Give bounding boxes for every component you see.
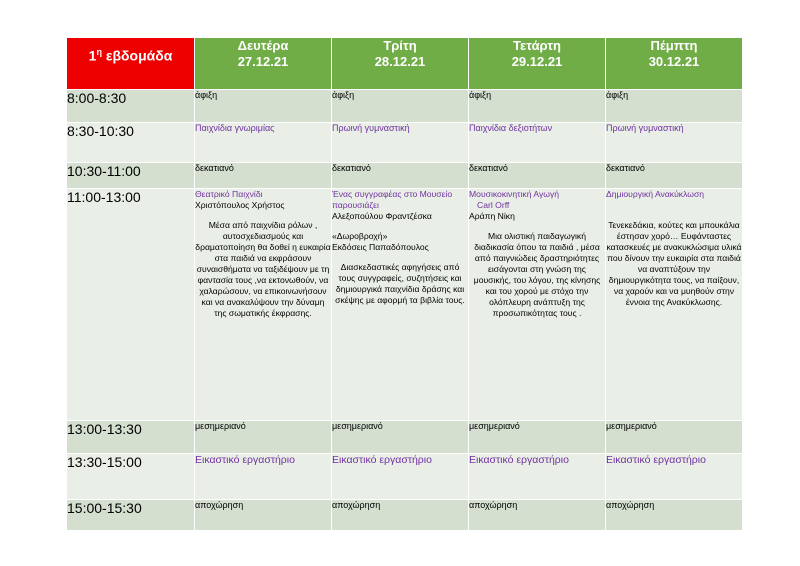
day-name: Πέμπτη bbox=[650, 38, 698, 53]
table-row bbox=[67, 123, 743, 163]
schedule-cell: άφιξη bbox=[332, 90, 469, 123]
time-slot: 13:00-13:30 bbox=[67, 421, 195, 454]
table-row bbox=[67, 421, 743, 454]
schedule-cell: Πρωινή γυμναστική bbox=[332, 123, 469, 163]
schedule-cell: Εικαστικό εργαστήριο bbox=[469, 454, 606, 500]
schedule-cell: μεσημεριανό bbox=[469, 421, 606, 454]
day-header-wednesday bbox=[469, 38, 606, 90]
activity-person: Χριστόπουλος Χρήστος bbox=[195, 200, 285, 210]
day-header-tuesday bbox=[332, 38, 469, 90]
activity-title: Μουσικοκινητική Αγωγή bbox=[469, 189, 560, 199]
day-date: 28.12.21 bbox=[374, 54, 426, 69]
activity-subtitle: Carl Orff bbox=[477, 200, 510, 210]
activity-cell-tuesday bbox=[332, 189, 469, 421]
day-date: 27.12.21 bbox=[237, 54, 289, 69]
schedule-cell: δεκατιανό bbox=[332, 163, 469, 189]
schedule-cell: Παιχνίδια δεξιοτήτων bbox=[469, 123, 606, 163]
time-slot: 11:00-13:00 bbox=[67, 189, 195, 421]
time-slot: 8:30-10:30 bbox=[67, 123, 195, 163]
schedule-cell: αποχώρηση bbox=[332, 500, 469, 531]
day-header-monday bbox=[195, 38, 332, 90]
activity-cell-thursday bbox=[606, 189, 743, 421]
schedule-cell: μεσημεριανό bbox=[606, 421, 743, 454]
table-row bbox=[67, 189, 743, 421]
schedule-cell: αποχώρηση bbox=[469, 500, 606, 531]
time-slot: 10:30-11:00 bbox=[67, 163, 195, 189]
schedule-cell: Εικαστικό εργαστήριο bbox=[195, 454, 332, 500]
schedule-cell: άφιξη bbox=[469, 90, 606, 123]
week-number: 1 bbox=[88, 47, 97, 64]
schedule-cell: αποχώρηση bbox=[195, 500, 332, 531]
activity-cell-monday bbox=[195, 189, 332, 421]
book-title: «Δωροβροχή» bbox=[332, 231, 388, 241]
day-name: Τετάρτη bbox=[512, 38, 561, 53]
week-header bbox=[67, 38, 195, 90]
table-row bbox=[67, 90, 743, 123]
activity-description: Διασκεδαστικές αφηγήσεις από τους συγγραφείς, συζητήσεις και δημιουργικά παιχνίδια δράσης και σκέψης με αφορμή τα βιβλία τους. bbox=[335, 262, 465, 305]
schedule-cell: Πρωινή γυμναστική bbox=[606, 123, 743, 163]
week-superscript: η bbox=[96, 47, 102, 57]
header-row bbox=[67, 38, 743, 90]
table-row bbox=[67, 454, 743, 500]
week-label: εβδομάδα bbox=[105, 47, 173, 64]
schedule-cell: αποχώρηση bbox=[606, 500, 743, 531]
schedule-cell: μεσημεριανό bbox=[195, 421, 332, 454]
schedule-cell: άφιξη bbox=[606, 90, 743, 123]
schedule-cell: μεσημεριανό bbox=[332, 421, 469, 454]
day-date: 30.12.21 bbox=[648, 54, 700, 69]
day-header-thursday bbox=[606, 38, 743, 90]
activity-title: Θεατρικό Παιχνίδι bbox=[195, 189, 263, 199]
activity-description: Τενεκεδάκια, κούτες και μπουκάλια έστησαν χορό… Ευφάνταστες κατασκευές με ανακυκλώσιμα υλικά που δίνουν την ευκαιρία στα παιδιά να αναπτύξουν την δημιουργικότητα τους, να παίξουν, να χαρούν και να μυηθούν στην έννοια της Ανακύκλωσης. bbox=[606, 220, 742, 307]
activity-cell-wednesday bbox=[469, 189, 606, 421]
schedule-cell: άφιξη bbox=[195, 90, 332, 123]
schedule-cell: δεκατιανό bbox=[606, 163, 743, 189]
table-row bbox=[67, 163, 743, 189]
schedule-cell: Εικαστικό εργαστήριο bbox=[332, 454, 469, 500]
weekly-schedule-table bbox=[66, 37, 743, 531]
day-name: Δευτέρα bbox=[237, 38, 289, 53]
time-slot: 13:30-15:00 bbox=[67, 454, 195, 500]
table-row bbox=[67, 500, 743, 531]
time-slot: 8:00-8:30 bbox=[67, 90, 195, 123]
schedule-cell: δεκατιανό bbox=[195, 163, 332, 189]
activity-description: Μέσα από παιχνίδια ρόλων , αυτοσχεδιασμούς και δραματοποίηση θα δοθεί η ευκαιρία στα παιδιά να εκφράσουν συναισθήματα να ταξιδέψουν με τη φαντασία τους ,να εκτονωθούν, να χαλαρώσουν, να επικοινωνήσουν και να ανακαλύψουν την δύναμη της σωματικής έκφρασης. bbox=[195, 220, 331, 318]
activity-description: Μια ολιστική παιδαγωγική διαδικασία όπου τα παιδιά , μέσα από παιγνιώδεις δραστηριότητες εισάγονται στη γνώση της μουσικής, του λόγου, της κίνησης και του χορού με στόχο την ολόπλευρη ανάπτυξη της προσωπικότητας τους . bbox=[473, 231, 601, 318]
activity-title: Ένας συγγραφέας στο Μουσείο παρουσιάζει bbox=[332, 189, 453, 210]
day-name: Τρίτη bbox=[383, 38, 417, 53]
time-slot: 15:00-15:30 bbox=[67, 500, 195, 531]
activity-person: Αράπη Νίκη bbox=[469, 211, 515, 221]
activity-title: Δημιουργική Ανακύκλωση bbox=[606, 189, 705, 199]
schedule-cell: δεκατιανό bbox=[469, 163, 606, 189]
schedule-cell: Εικαστικό εργαστήριο bbox=[606, 454, 743, 500]
activity-person: Αλεξοπούλου Φραντζέσκα bbox=[332, 211, 432, 221]
schedule-cell: Παιχνίδια γνωριμίας bbox=[195, 123, 332, 163]
day-date: 29.12.21 bbox=[511, 54, 563, 69]
publisher: Εκδόσεις Παπαδόπουλος bbox=[332, 242, 429, 252]
